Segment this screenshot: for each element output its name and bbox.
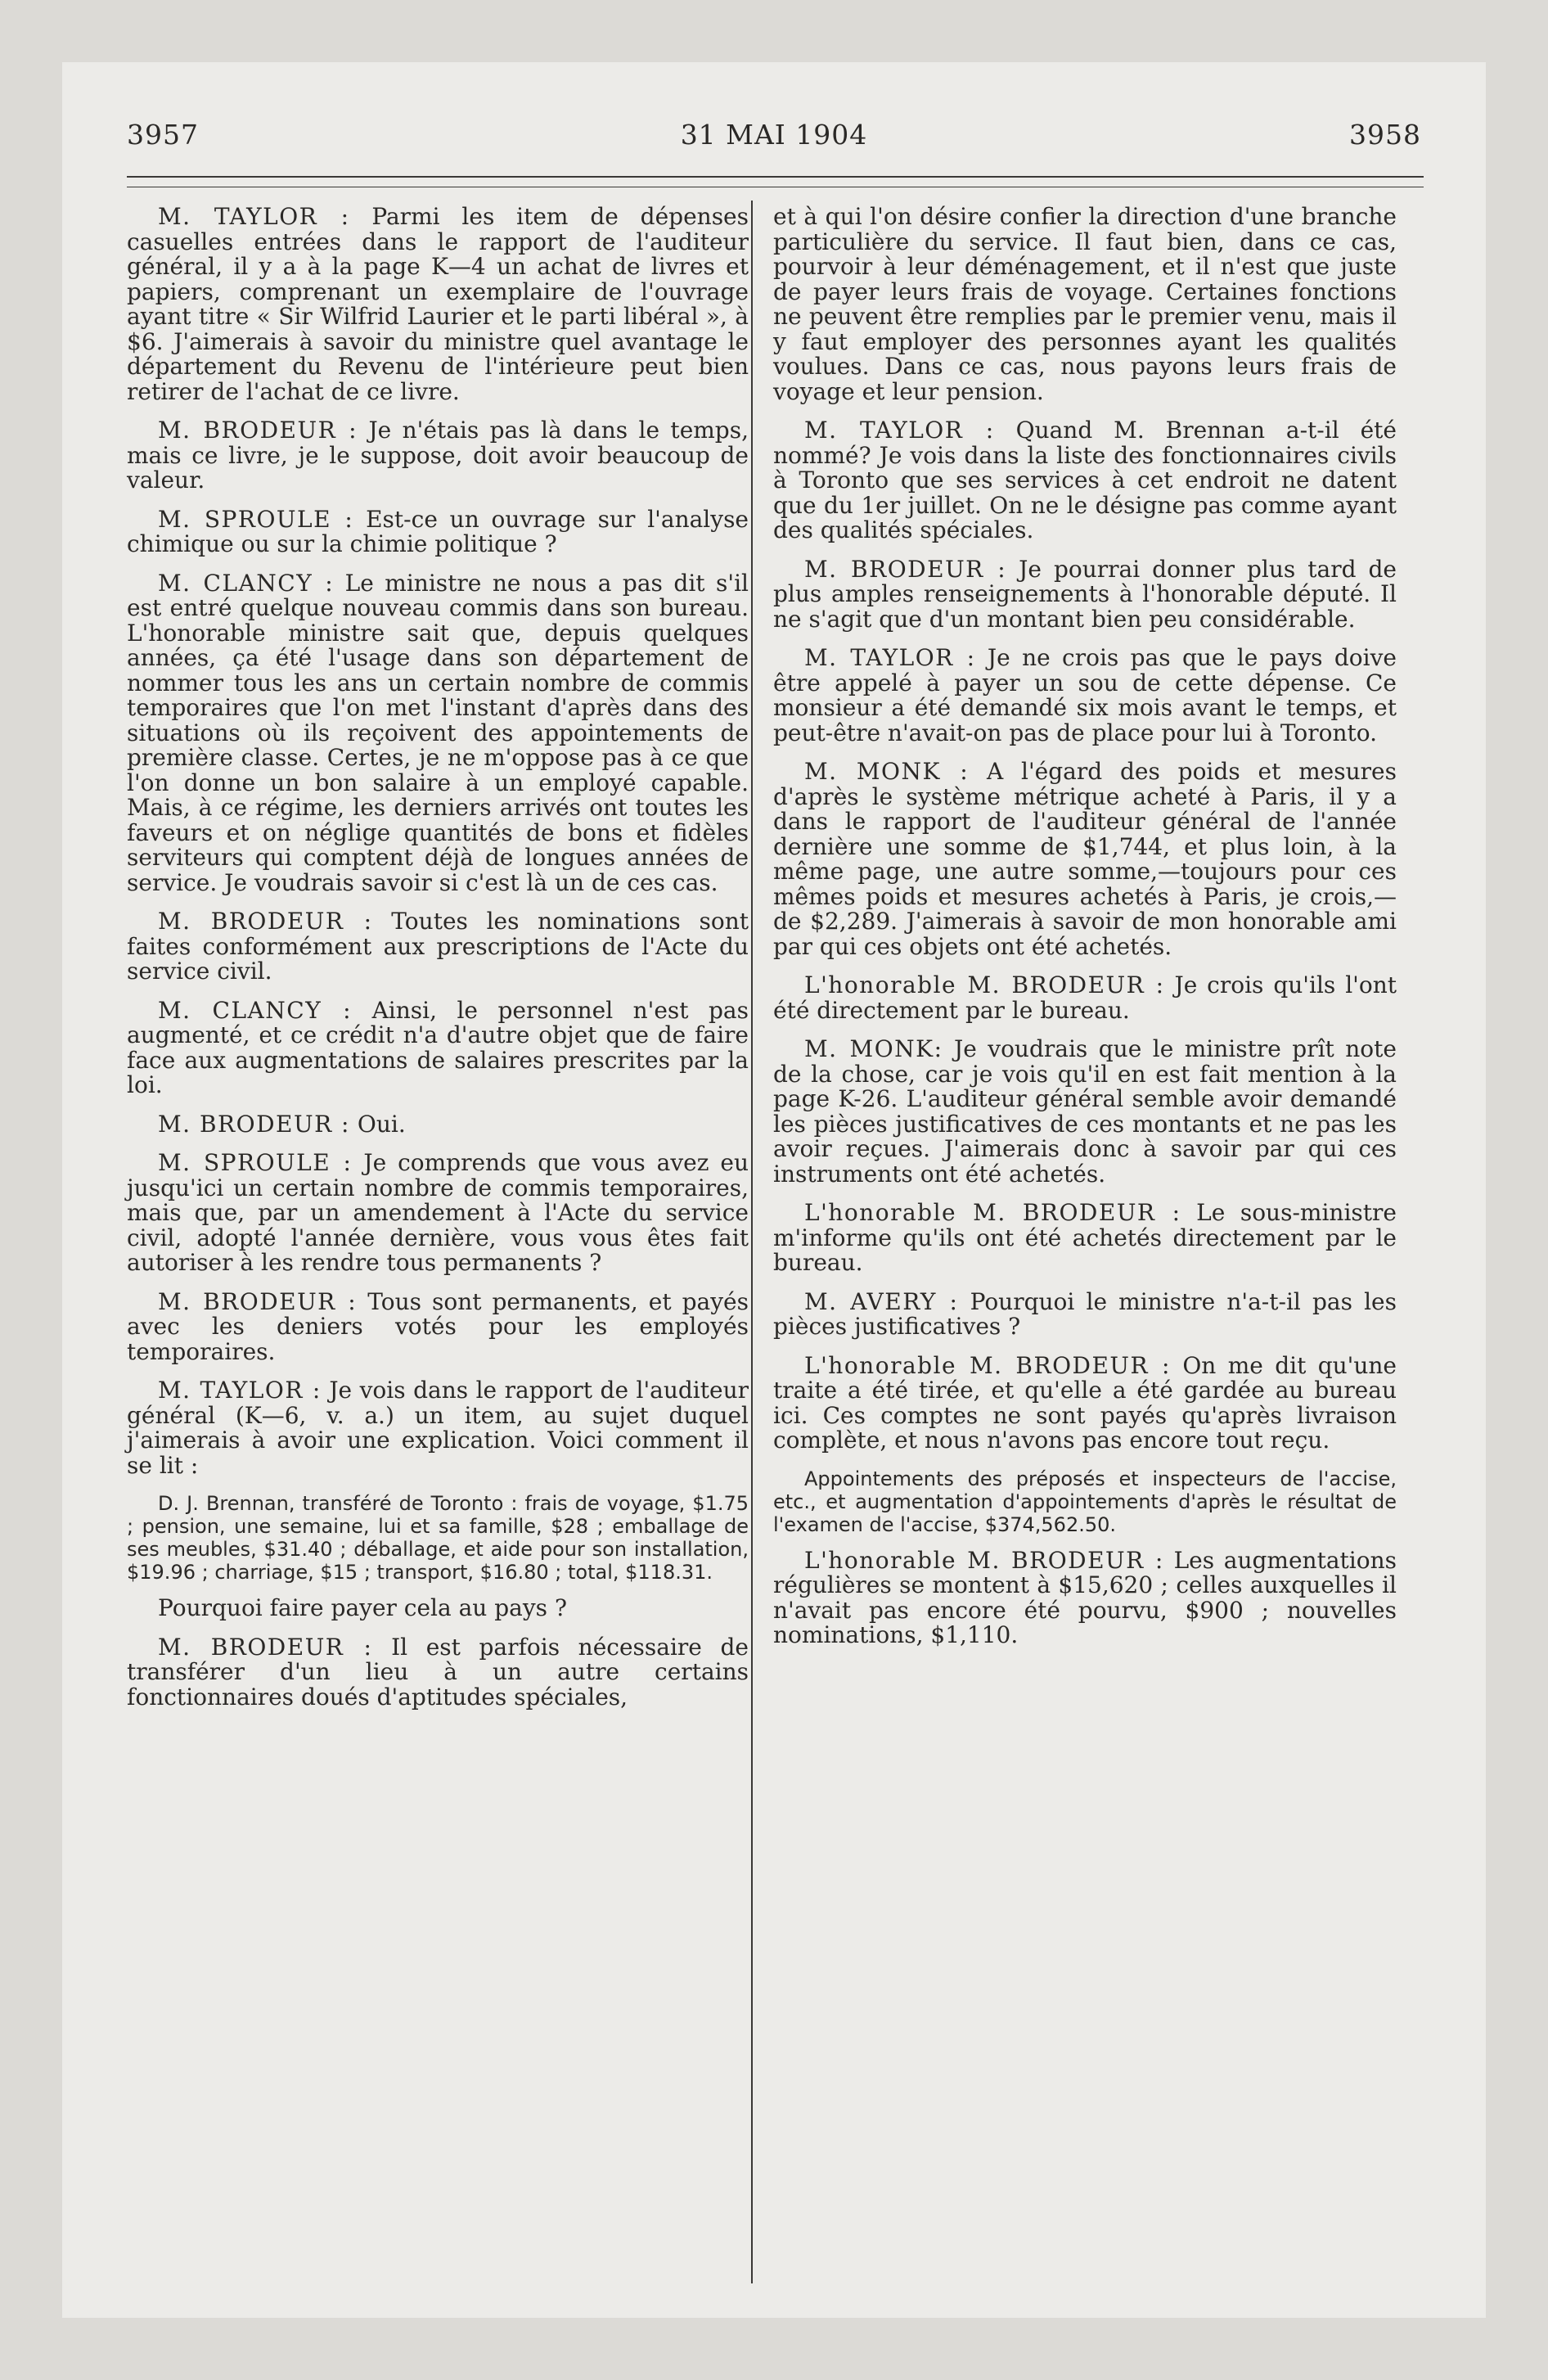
paragraph-text: D. J. Brennan, transféré de Toronto : frais de voyage, $1.75 ; pension, une semaine, lui et sa famille, $28 ; emballage de ses meubles, $31.40 ; déballage, et aide pour son installation, $19.96 ; charriage, $15 ; transport, $16.80 ; total, $118.31. bbox=[127, 1492, 749, 1584]
paragraph-text: Je crois qu'ils l'ont été directement par le bureau. bbox=[773, 971, 1397, 1024]
speech-paragraph bbox=[127, 1635, 749, 1711]
paragraph-text: On me dit qu'une traite a été tirée, et qu'elle a été gardée au bureau ici. Ces comptes ne sont payés qu'après livraison complète, et nous n'avons pas encore tout reçu. bbox=[773, 1351, 1397, 1454]
speech-paragraph bbox=[773, 1037, 1397, 1187]
speech-paragraph bbox=[127, 998, 749, 1098]
speaker-name: M. MONK: bbox=[804, 1035, 943, 1062]
header-rule-top bbox=[127, 176, 1424, 178]
speech-paragraph bbox=[773, 1201, 1397, 1276]
paragraph-text: Le ministre ne nous a pas dit s'il est entré quelque nouveau commis dans son bureau. L'honorable ministre sait que, depuis quelques années, ça été l'usage dans son département de nommer tous les ans un certain nombre de commis temporaires que l'on met l'instant d'après dans des situations où ils reçoivent des appointements de première classe. Certes, je ne m'oppose pas à ce que l'on donne un bon salaire à un employé capable. Mais, à ce régime, les derniers arrivés ont toutes les faveurs et on néglige quantités de bons et fidèles serviteurs qui comptent déjà de longues années de service. Je voudrais savoir si c'est là un de ces cas. bbox=[127, 569, 749, 896]
paragraph-text: et à qui l'on désire confier la direction d'une branche particulière du service. Il faut bien, dans ce cas, pourvoir à leur déménagement, et il n'est que juste de payer leurs frais de voyage. Certaines fonctions ne peuvent être remplies par le premier venu, mais il y faut employer des personnes ayant les qualités voulues. Dans ce cas, nous payons leurs frais de voyage et leur pension. bbox=[773, 203, 1397, 405]
speech-paragraph bbox=[127, 1378, 749, 1478]
speech-paragraph bbox=[127, 205, 749, 404]
speech-paragraph bbox=[127, 507, 749, 557]
speaker-name: M. AVERY : bbox=[804, 1287, 959, 1315]
right-column bbox=[773, 205, 1397, 1662]
speaker-name: M. MONK : bbox=[804, 758, 970, 785]
speaker-name: M. CLANCY : bbox=[158, 569, 335, 597]
speech-paragraph bbox=[127, 909, 749, 985]
paragraph-text: Tous sont permanents, et payés avec les deniers votés pour les employés temporaires. bbox=[127, 1287, 749, 1365]
speaker-name: M. TAYLOR : bbox=[158, 1377, 322, 1404]
paragraph-text: Je pourrai donner plus tard de plus amples renseignements à l'honorable député. Il ne s'agit que d'un montant bien peu considérable. bbox=[773, 555, 1397, 633]
speech-paragraph bbox=[127, 1287, 749, 1365]
paragraph-text: Je vois dans le rapport de l'auditeur général (K—6, v. a.) un item, au sujet duquel j'aimerais à avoir une explication. Voici comment il se lit : bbox=[127, 1377, 749, 1479]
speech-paragraph bbox=[127, 418, 749, 494]
page-date: 31 MAI 1904 bbox=[680, 119, 868, 151]
quoted-item bbox=[773, 1467, 1397, 1536]
paragraph-text: Oui. bbox=[357, 1110, 406, 1138]
paragraph-text: Les augmentations régulières se montent à $15,620 ; celles auxquelles il n'avait pas encore été pourvu, $900 ; nouvelles nominations, $1,110. bbox=[773, 1546, 1397, 1648]
speech-paragraph bbox=[127, 1151, 749, 1276]
paragraph-text: Quand M. Brennan a-t-il été nommé? Je vois dans la liste des fonctionnaires civils à Toronto que ses services à cet endroit ne datent que du 1er juillet. On ne le désigne pas comme ayant des qualités spéciales. bbox=[773, 417, 1397, 543]
paragraph-text: Parmi les item de dépenses casuelles entrées dans le rapport de l'auditeur général, il y a à la page K—4 un achat de livres et papiers, comprenant un exemplaire de l'ouvrage ayant titre « Sir Wilfrid Laurier et le parti libéral », à $6. J'aimerais à savoir du ministre quel avantage le département du Revenu de l'intérieure peut bien retirer de l'achat de ce livre. bbox=[127, 203, 749, 405]
page-number-right: 3958 bbox=[1349, 119, 1421, 151]
speaker-name: M. SPROULE : bbox=[158, 505, 354, 533]
speaker-name: M. BRODEUR : bbox=[158, 1110, 350, 1138]
paragraph-text: Je comprends que vous avez eu jusqu'ici un certain nombre de commis temporaires, mais que, par un amendement à l'Acte du service civil, adopté l'année dernière, vous vous êtes fait autoriser à les rendre tous permanents ? bbox=[127, 1149, 749, 1276]
speech-paragraph bbox=[773, 418, 1397, 543]
speech-paragraph bbox=[127, 1112, 749, 1138]
paragraph-text: Je voudrais que le ministre prît note de la chose, car je vois qu'il en est fait mention à la page K-26. L'auditeur général semble avoir demandé les pièces justificatives de ces montants et ne pas les avoir reçues. J'aimerais donc à savoir par qui ces instruments ont été achetés. bbox=[773, 1035, 1397, 1188]
speaker-name: M. CLANCY : bbox=[158, 996, 353, 1024]
speech-paragraph bbox=[773, 646, 1397, 746]
speech-paragraph bbox=[773, 1548, 1397, 1648]
paragraph-text: Je n'étais pas là dans le temps, mais ce livre, je le suppose, doit avoir beaucoup de valeur. bbox=[127, 417, 749, 494]
paragraph-text: Est-ce un ouvrage sur l'analyse chimique ou sur la chimie politique ? bbox=[127, 505, 749, 557]
speaker-name: L'honorable M. BRODEUR : bbox=[804, 971, 1165, 998]
column-divider bbox=[751, 201, 753, 2283]
speech-paragraph bbox=[127, 1596, 749, 1621]
speaker-name: M. BRODEUR : bbox=[158, 908, 373, 935]
speech-paragraph bbox=[773, 1351, 1397, 1454]
paragraph-text: Pourquoi le ministre n'a-t-il pas les pièces justificatives ? bbox=[773, 1287, 1397, 1340]
paragraph-text: Pourquoi faire payer cela au pays ? bbox=[158, 1594, 567, 1621]
paragraph-text: Appointements des préposés et inspecteurs de l'accise, etc., et augmentation d'appointements d'après le résultat de l'examen de l'accise, $374,562.50. bbox=[773, 1467, 1397, 1536]
speaker-name: M. BRODEUR : bbox=[158, 1633, 373, 1661]
paragraph-text: Je ne crois pas que le pays doive être appelé à payer un sou de cette dépense. Ce monsieur a été demandé six mois avant le temps, et peut-être n'avait-on pas de place pour lui à Toronto. bbox=[773, 644, 1397, 746]
speaker-name: M. SPROULE : bbox=[158, 1149, 353, 1176]
speaker-name: M. BRODEUR : bbox=[158, 417, 358, 444]
page-header bbox=[127, 119, 1421, 168]
page-number-left: 3957 bbox=[127, 119, 199, 151]
speaker-name: M. TAYLOR : bbox=[804, 417, 995, 444]
speaker-name: L'honorable M. BRODEUR : bbox=[804, 1351, 1171, 1379]
paragraph-text: Il est parfois nécessaire de transférer d'un lieu à un autre certains fonctionnaires doués d'aptitudes spéciales, bbox=[127, 1633, 749, 1711]
left-column bbox=[127, 205, 749, 1724]
speech-paragraph bbox=[773, 205, 1397, 404]
speech-paragraph bbox=[773, 760, 1397, 959]
paragraph-text: Toutes les nominations sont faites conformément aux prescriptions de l'Acte du service civil. bbox=[127, 908, 749, 985]
speech-paragraph bbox=[127, 571, 749, 896]
paragraph-text: Le sous-ministre m'informe qu'ils ont été achetés directement par le bureau. bbox=[773, 1199, 1397, 1276]
speaker-name: M. TAYLOR : bbox=[158, 203, 350, 230]
speech-paragraph bbox=[773, 973, 1397, 1023]
speaker-name: M. BRODEUR : bbox=[804, 555, 1007, 583]
speaker-name: M. BRODEUR : bbox=[158, 1287, 358, 1315]
paragraph-text: A l'égard des poids et mesures d'après le système métrique acheté à Paris, il y a dans le rapport de l'auditeur général de l'année dernière une somme de $1,744, et plus loin, à la même page, une autre somme,—toujours pour ces mêmes poids et mesures achetés à Paris, je crois,—de $2,289. J'aimerais à savoir de mon honorable ami par qui ces objets ont été achetés. bbox=[773, 758, 1397, 960]
paragraph-text: Ainsi, le personnel n'est pas augmenté, et ce crédit n'a d'autre objet que de faire face aux augmentations de salaires prescrites par la loi. bbox=[127, 996, 749, 1098]
speech-paragraph bbox=[773, 557, 1397, 633]
quoted-item bbox=[127, 1492, 749, 1584]
speech-paragraph bbox=[773, 1287, 1397, 1340]
speaker-name: M. TAYLOR : bbox=[804, 644, 976, 671]
speaker-name: L'honorable M. BRODEUR : bbox=[804, 1199, 1181, 1226]
speaker-name: L'honorable M. BRODEUR : bbox=[804, 1546, 1164, 1574]
